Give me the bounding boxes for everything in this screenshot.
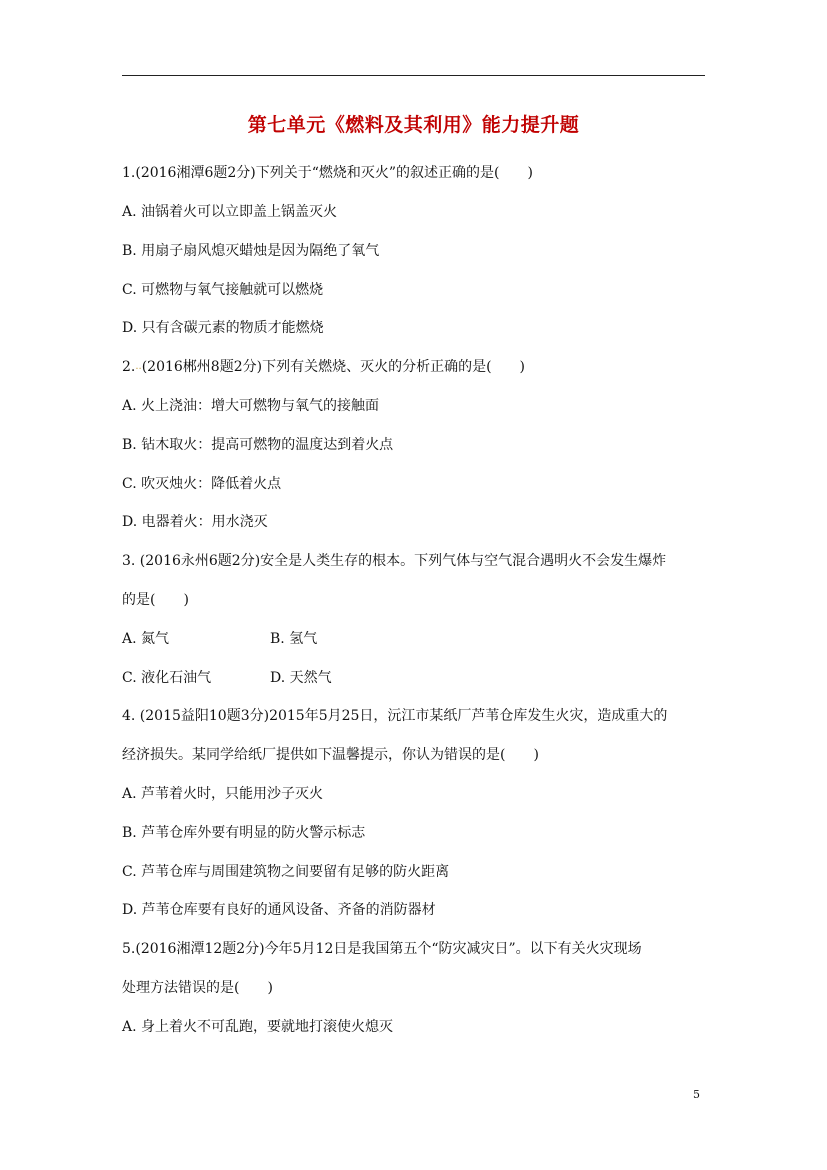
question-3-stem-line-1: 3. (2016永州6题2分)安全是人类生存的根本。下列气体与空气混合遇明火不会发生爆炸 [122,553,667,569]
question-3-option-c: C. 液化石油气 [122,670,212,686]
question-2-stem [122,357,525,377]
question-2-option-a: A. 火上浇油：增大可燃物与氧气的接触面 [122,398,380,414]
question-2-option-b: B. 钻木取火：提高可燃物的温度达到着火点 [122,437,394,453]
question-4-option-b: B. 芦苇仓库外要有明显的防火警示标志 [122,825,366,841]
question-2-number: 2. [122,359,136,375]
question-3-option-b: B. 氢气 [270,631,318,647]
question-2-option-d: D. 电器着火：用水浇灭 [122,514,268,530]
question-4-stem-line-1: 4. (2015益阳10题3分)2015年5月25日，沅江市某纸厂芦苇仓库发生火灾，造成重大的 [122,708,668,724]
question-3-option-d: D. 天然气 [270,670,332,686]
question-3-option-a: A. 氮气 [122,631,170,647]
question-2-stem-text: (2016郴州8题2分)下列有关燃烧、灭火的分析正确的是( ) [141,359,526,375]
header-rule [122,75,705,76]
page-number: 5 [693,1088,700,1101]
question-1-stem: 1.(2016湘潭6题2分)下列关于“燃烧和灭火”的叙述正确的是( ) [122,165,533,181]
question-1-option-a: A. 油锅着火可以立即盖上锅盖灭火 [122,204,338,220]
question-4-stem-line-2: 经济损失。某同学给纸厂提供如下温馨提示，你认为错误的是( ) [122,747,539,763]
question-5-stem-line-1: 5.(2016湘潭12题2分)今年5月12日是我国第五个“防灾减灾日”。以下有关火灾现场 [122,941,642,957]
question-5-option-a: A. 身上着火不可乱跑，要就地打滚使火熄灭 [122,1019,394,1035]
question-4-option-d: D. 芦苇仓库要有良好的通风设备、齐备的消防器材 [122,902,436,918]
question-4-option-a: A. 芦苇着火时，只能用沙子灭火 [122,786,324,802]
question-3-stem-line-2: 的是( ) [122,592,189,608]
page-title: 第七单元《燃料及其利用》能力提升题 [247,114,580,136]
question-4-option-c: C. 芦苇仓库与周围建筑物之间要留有足够的防火距离 [122,864,450,880]
question-2-option-c: C. 吹灭烛火：降低着火点 [122,476,282,492]
question-1-option-d: D. 只有含碳元素的物质才能燃烧 [122,320,324,336]
question-1-option-b: B. 用扇子扇风熄灭蜡烛是因为隔绝了氧气 [122,243,380,259]
question-1-option-c: C. 可燃物与氧气接触就可以燃烧 [122,282,324,298]
question-5-stem-line-2: 处理方法错误的是( ) [122,980,273,996]
question-2-dots: .. [135,361,142,372]
